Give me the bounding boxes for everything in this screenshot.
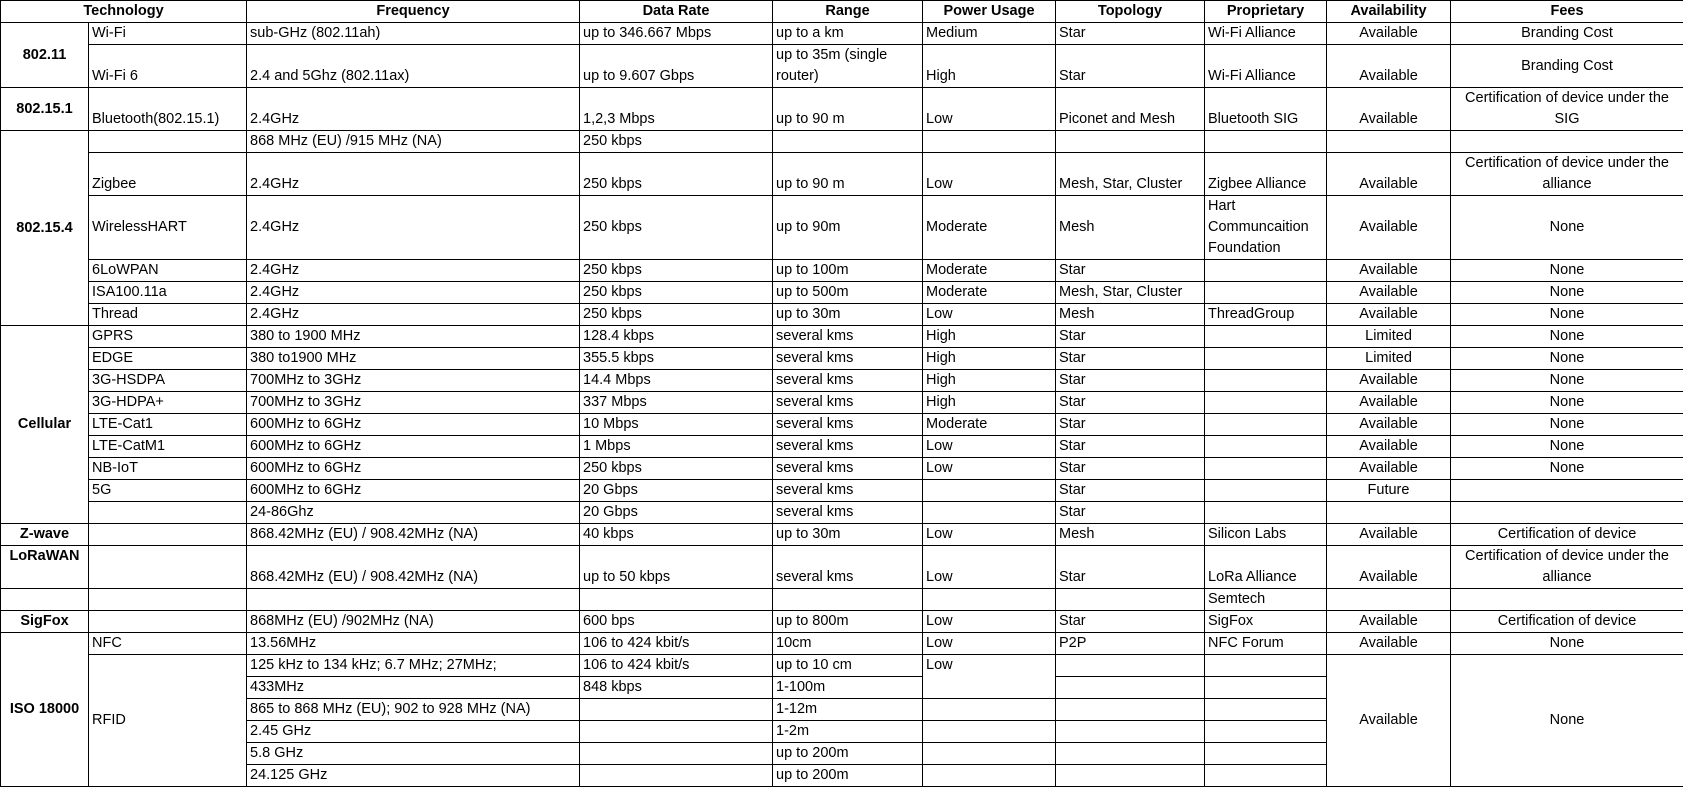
- fees-cell: [1451, 131, 1683, 153]
- table-row: [1, 524, 1683, 546]
- availability-cell: Limited: [1327, 348, 1451, 370]
- proprietary-cell: LoRa Alliance: [1205, 546, 1327, 589]
- data-rate-cell: 20 Gbps: [580, 480, 773, 502]
- availability-cell: [1327, 589, 1451, 611]
- range-cell: several kms: [773, 436, 923, 458]
- fees-cell: Certification of device: [1451, 524, 1683, 546]
- frequency-cell: 24.125 GHz: [247, 765, 580, 787]
- proprietary-cell: [1205, 743, 1327, 765]
- group-sigfox: SigFox: [1, 611, 89, 633]
- header-frequency: Frequency: [247, 1, 580, 23]
- data-rate-cell: 1 Mbps: [580, 436, 773, 458]
- technology-cell: [89, 589, 247, 611]
- data-rate-cell: 20 Gbps: [580, 502, 773, 524]
- data-rate-cell: 250 kbps: [580, 131, 773, 153]
- availability-cell: Future: [1327, 480, 1451, 502]
- frequency-cell: sub-GHz (802.11ah): [247, 23, 580, 45]
- fees-cell: [1451, 480, 1683, 502]
- group-802-15-4: 802.15.4: [1, 131, 89, 326]
- proprietary-cell: SigFox: [1205, 611, 1327, 633]
- technology-cell: NFC: [89, 633, 247, 655]
- frequency-cell: 2.4GHz: [247, 282, 580, 304]
- group-z-wave: Z-wave: [1, 524, 89, 546]
- topology-cell: [1056, 721, 1205, 743]
- frequency-cell: 868.42MHz (EU) / 908.42MHz (NA): [247, 524, 580, 546]
- fees-cell: Certification of device under the alliance: [1451, 546, 1683, 589]
- topology-cell: Star: [1056, 45, 1205, 88]
- technology-cell: 3G-HSDPA: [89, 370, 247, 392]
- technology-cell: [89, 611, 247, 633]
- topology-cell: Star: [1056, 414, 1205, 436]
- proprietary-cell: [1205, 436, 1327, 458]
- table-row: [1, 480, 1683, 502]
- data-rate-cell: [580, 743, 773, 765]
- frequency-cell: 2.4 and 5Ghz (802.11ax): [247, 45, 580, 88]
- data-rate-cell: 14.4 Mbps: [580, 370, 773, 392]
- proprietary-cell: Bluetooth SIG: [1205, 88, 1327, 131]
- power-cell: Moderate: [923, 196, 1056, 260]
- range-cell: [773, 589, 923, 611]
- frequency-cell: 2.4GHz: [247, 196, 580, 260]
- power-cell: [923, 743, 1056, 765]
- table-row: [1, 88, 1683, 131]
- data-rate-cell: 600 bps: [580, 611, 773, 633]
- table-row: [1, 392, 1683, 414]
- availability-cell: Available: [1327, 458, 1451, 480]
- fees-cell: None: [1451, 304, 1683, 326]
- technology-cell: [89, 546, 247, 589]
- data-rate-cell: up to 9.607 Gbps: [580, 45, 773, 88]
- table-row: [1, 436, 1683, 458]
- fees-cell: Branding Cost: [1451, 45, 1683, 88]
- fees-cell: [1451, 589, 1683, 611]
- power-cell: Low: [923, 633, 1056, 655]
- data-rate-cell: 106 to 424 kbit/s: [580, 633, 773, 655]
- table-row: [1, 260, 1683, 282]
- table-row: [1, 348, 1683, 370]
- topology-cell: Mesh, Star, Cluster: [1056, 153, 1205, 196]
- technology-cell: NB-IoT: [89, 458, 247, 480]
- availability-cell: Available: [1327, 88, 1451, 131]
- group-iso-18000: ISO 18000: [1, 633, 89, 787]
- proprietary-cell: Hart Communcaition Foundation: [1205, 196, 1327, 260]
- topology-cell: Star: [1056, 436, 1205, 458]
- data-rate-cell: 106 to 424 kbit/s: [580, 655, 773, 677]
- frequency-cell: 600MHz to 6GHz: [247, 458, 580, 480]
- topology-cell: Star: [1056, 502, 1205, 524]
- technology-cell: LTE-CatM1: [89, 436, 247, 458]
- fees-cell: None: [1451, 392, 1683, 414]
- range-cell: up to 800m: [773, 611, 923, 633]
- range-cell: up to 30m: [773, 304, 923, 326]
- power-cell: Low: [923, 611, 1056, 633]
- topology-cell: Star: [1056, 348, 1205, 370]
- data-rate-cell: 128.4 kbps: [580, 326, 773, 348]
- technology-cell: [89, 502, 247, 524]
- topology-cell: Star: [1056, 480, 1205, 502]
- power-cell: Low: [923, 153, 1056, 196]
- topology-cell: Star: [1056, 392, 1205, 414]
- topology-cell: Star: [1056, 611, 1205, 633]
- proprietary-cell: [1205, 721, 1327, 743]
- range-cell: up to 30m: [773, 524, 923, 546]
- table-row: [1, 326, 1683, 348]
- topology-cell: Star: [1056, 260, 1205, 282]
- technology-cell: 3G-HDPA+: [89, 392, 247, 414]
- availability-cell: Available: [1327, 45, 1451, 88]
- power-cell: [923, 699, 1056, 721]
- power-cell: Low: [923, 436, 1056, 458]
- power-cell: Low: [923, 655, 1056, 699]
- proprietary-cell: [1205, 502, 1327, 524]
- topology-cell: [1056, 131, 1205, 153]
- power-cell: Low: [923, 304, 1056, 326]
- proprietary-cell: [1205, 260, 1327, 282]
- proprietary-cell: [1205, 458, 1327, 480]
- header-range: Range: [773, 1, 923, 23]
- availability-cell: Available: [1327, 546, 1451, 589]
- technology-cell: GPRS: [89, 326, 247, 348]
- range-cell: up to 35m (single router): [773, 45, 923, 88]
- range-cell: up to 500m: [773, 282, 923, 304]
- fees-cell: None: [1451, 370, 1683, 392]
- technology-cell: LTE-Cat1: [89, 414, 247, 436]
- proprietary-cell: Zigbee Alliance: [1205, 153, 1327, 196]
- topology-cell: [1056, 743, 1205, 765]
- frequency-cell: 2.4GHz: [247, 304, 580, 326]
- frequency-cell: 380 to1900 MHz: [247, 348, 580, 370]
- fees-cell: None: [1451, 348, 1683, 370]
- proprietary-cell: Wi-Fi Alliance: [1205, 45, 1327, 88]
- frequency-cell: 700MHz to 3GHz: [247, 370, 580, 392]
- table-row: [1, 655, 1683, 677]
- header-power-usage: Power Usage: [923, 1, 1056, 23]
- technology-cell: [1, 589, 89, 611]
- frequency-cell: 24-86Ghz: [247, 502, 580, 524]
- proprietary-cell: [1205, 326, 1327, 348]
- data-rate-cell: [580, 765, 773, 787]
- topology-cell: Mesh: [1056, 196, 1205, 260]
- topology-cell: Star: [1056, 546, 1205, 589]
- availability-cell: Available: [1327, 414, 1451, 436]
- fees-cell: None: [1451, 260, 1683, 282]
- table-row: [1, 196, 1683, 260]
- power-cell: High: [923, 348, 1056, 370]
- power-cell: [923, 480, 1056, 502]
- technology-cell: Wi-Fi: [89, 23, 247, 45]
- frequency-cell: 700MHz to 3GHz: [247, 392, 580, 414]
- proprietary-cell: [1205, 699, 1327, 721]
- data-rate-cell: 355.5 kbps: [580, 348, 773, 370]
- table-row: [1, 546, 1683, 589]
- fees-cell: None: [1451, 436, 1683, 458]
- range-cell: [773, 131, 923, 153]
- range-cell: up to 90 m: [773, 153, 923, 196]
- frequency-cell: 2.4GHz: [247, 88, 580, 131]
- topology-cell: [1056, 699, 1205, 721]
- topology-cell: Mesh, Star, Cluster: [1056, 282, 1205, 304]
- data-rate-cell: [580, 699, 773, 721]
- fees-cell: Certification of device under the alliance: [1451, 153, 1683, 196]
- data-rate-cell: 848 kbps: [580, 677, 773, 699]
- range-cell: up to 10 cm: [773, 655, 923, 677]
- fees-cell: None: [1451, 633, 1683, 655]
- technology-cell: Zigbee: [89, 153, 247, 196]
- frequency-cell: 2.4GHz: [247, 153, 580, 196]
- range-cell: several kms: [773, 546, 923, 589]
- frequency-cell: 2.45 GHz: [247, 721, 580, 743]
- table-row: [1, 282, 1683, 304]
- proprietary-cell: [1205, 414, 1327, 436]
- power-cell: Low: [923, 88, 1056, 131]
- data-rate-cell: [580, 721, 773, 743]
- table-row: [1, 414, 1683, 436]
- availability-cell: Available: [1327, 370, 1451, 392]
- range-cell: several kms: [773, 458, 923, 480]
- power-cell: Medium: [923, 23, 1056, 45]
- topology-cell: [1056, 677, 1205, 699]
- group-cellular: Cellular: [1, 326, 89, 524]
- data-rate-cell: 250 kbps: [580, 282, 773, 304]
- power-cell: [923, 589, 1056, 611]
- availability-cell: [1327, 131, 1451, 153]
- technology-cell: [89, 131, 247, 153]
- fees-cell: None: [1451, 326, 1683, 348]
- technology-cell: Thread: [89, 304, 247, 326]
- proprietary-cell: [1205, 677, 1327, 699]
- range-cell: up to 90m: [773, 196, 923, 260]
- frequency-cell: 5.8 GHz: [247, 743, 580, 765]
- data-rate-cell: 1,2,3 Mbps: [580, 88, 773, 131]
- range-cell: several kms: [773, 480, 923, 502]
- data-rate-cell: 250 kbps: [580, 458, 773, 480]
- frequency-cell: 868.42MHz (EU) / 908.42MHz (NA): [247, 546, 580, 589]
- data-rate-cell: 250 kbps: [580, 196, 773, 260]
- table-row: [1, 23, 1683, 45]
- header-data-rate: Data Rate: [580, 1, 773, 23]
- proprietary-cell: [1205, 348, 1327, 370]
- availability-cell: Available: [1327, 282, 1451, 304]
- topology-cell: [1056, 655, 1205, 677]
- power-cell: High: [923, 326, 1056, 348]
- technology-cell: Bluetooth(802.15.1): [89, 88, 247, 131]
- frequency-cell: 868 MHz (EU) /915 MHz (NA): [247, 131, 580, 153]
- availability-cell: Limited: [1327, 326, 1451, 348]
- proprietary-cell: [1205, 655, 1327, 677]
- proprietary-cell: ThreadGroup: [1205, 304, 1327, 326]
- proprietary-cell: [1205, 282, 1327, 304]
- range-cell: 10cm: [773, 633, 923, 655]
- proprietary-cell: Semtech: [1205, 589, 1327, 611]
- header-proprietary: Proprietary: [1205, 1, 1327, 23]
- data-rate-cell: 250 kbps: [580, 153, 773, 196]
- technology-cell: [89, 524, 247, 546]
- header-fees: Fees: [1451, 1, 1683, 23]
- availability-cell: Available: [1327, 153, 1451, 196]
- fees-cell: None: [1451, 458, 1683, 480]
- range-cell: 1-2m: [773, 721, 923, 743]
- frequency-cell: 600MHz to 6GHz: [247, 480, 580, 502]
- data-rate-cell: 250 kbps: [580, 260, 773, 282]
- topology-cell: Piconet and Mesh: [1056, 88, 1205, 131]
- header-availability: Availability: [1327, 1, 1451, 23]
- proprietary-cell: [1205, 370, 1327, 392]
- data-rate-cell: 10 Mbps: [580, 414, 773, 436]
- technology-cell: EDGE: [89, 348, 247, 370]
- topology-cell: Star: [1056, 23, 1205, 45]
- frequency-cell: 13.56MHz: [247, 633, 580, 655]
- data-rate-cell: 250 kbps: [580, 304, 773, 326]
- table-row: [1, 589, 1683, 611]
- frequency-cell: 868MHz (EU) /902MHz (NA): [247, 611, 580, 633]
- power-cell: [923, 721, 1056, 743]
- power-cell: Moderate: [923, 414, 1056, 436]
- power-cell: [923, 765, 1056, 787]
- header-row: [1, 1, 1683, 23]
- frequency-cell: 865 to 868 MHz (EU); 902 to 928 MHz (NA): [247, 699, 580, 721]
- table-row: [1, 458, 1683, 480]
- power-cell: [923, 131, 1056, 153]
- power-cell: High: [923, 45, 1056, 88]
- range-cell: 1-100m: [773, 677, 923, 699]
- table-row: [1, 611, 1683, 633]
- range-cell: up to 90 m: [773, 88, 923, 131]
- data-rate-cell: up to 50 kbps: [580, 546, 773, 589]
- availability-cell: [1327, 502, 1451, 524]
- header-topology: Topology: [1056, 1, 1205, 23]
- power-cell: Low: [923, 458, 1056, 480]
- fees-cell: None: [1451, 196, 1683, 260]
- data-rate-cell: 40 kbps: [580, 524, 773, 546]
- technology-cell: RFID: [89, 655, 247, 787]
- topology-cell: P2P: [1056, 633, 1205, 655]
- frequency-cell: [247, 589, 580, 611]
- range-cell: several kms: [773, 392, 923, 414]
- group-lorawan: LoRaWAN: [1, 546, 89, 589]
- fees-cell: Branding Cost: [1451, 23, 1683, 45]
- power-cell: [923, 502, 1056, 524]
- proprietary-cell: [1205, 480, 1327, 502]
- topology-cell: Star: [1056, 458, 1205, 480]
- power-cell: Low: [923, 546, 1056, 589]
- range-cell: 1-12m: [773, 699, 923, 721]
- proprietary-cell: [1205, 392, 1327, 414]
- range-cell: up to 200m: [773, 765, 923, 787]
- header-technology: Technology: [1, 1, 247, 23]
- availability-cell: Available: [1327, 524, 1451, 546]
- availability-cell: Available: [1327, 655, 1451, 787]
- topology-cell: Star: [1056, 326, 1205, 348]
- topology-cell: [1056, 589, 1205, 611]
- table-row: [1, 502, 1683, 524]
- power-cell: High: [923, 392, 1056, 414]
- table-row: [1, 45, 1683, 88]
- range-cell: several kms: [773, 348, 923, 370]
- data-rate-cell: [580, 589, 773, 611]
- proprietary-cell: [1205, 131, 1327, 153]
- availability-cell: Available: [1327, 392, 1451, 414]
- proprietary-cell: [1205, 765, 1327, 787]
- availability-cell: Available: [1327, 633, 1451, 655]
- topology-cell: [1056, 765, 1205, 787]
- range-cell: up to 200m: [773, 743, 923, 765]
- table-row: [1, 370, 1683, 392]
- topology-cell: Mesh: [1056, 524, 1205, 546]
- range-cell: up to 100m: [773, 260, 923, 282]
- availability-cell: Available: [1327, 436, 1451, 458]
- availability-cell: Available: [1327, 23, 1451, 45]
- fees-cell: [1451, 502, 1683, 524]
- fees-cell: None: [1451, 282, 1683, 304]
- table-row: [1, 304, 1683, 326]
- availability-cell: Available: [1327, 260, 1451, 282]
- power-cell: High: [923, 370, 1056, 392]
- availability-cell: Available: [1327, 196, 1451, 260]
- power-cell: Moderate: [923, 260, 1056, 282]
- proprietary-cell: Silicon Labs: [1205, 524, 1327, 546]
- frequency-cell: 600MHz to 6GHz: [247, 436, 580, 458]
- proprietary-cell: Wi-Fi Alliance: [1205, 23, 1327, 45]
- group-802-11: 802.11: [1, 23, 89, 88]
- fees-cell: None: [1451, 414, 1683, 436]
- range-cell: several kms: [773, 326, 923, 348]
- group-802-15-1: 802.15.1: [1, 88, 89, 131]
- power-cell: Low: [923, 524, 1056, 546]
- range-cell: several kms: [773, 502, 923, 524]
- fees-cell: Certification of device: [1451, 611, 1683, 633]
- fees-cell: None: [1451, 655, 1683, 787]
- range-cell: several kms: [773, 370, 923, 392]
- technology-cell: Wi-Fi 6: [89, 45, 247, 88]
- topology-cell: Star: [1056, 370, 1205, 392]
- data-rate-cell: 337 Mbps: [580, 392, 773, 414]
- availability-cell: Available: [1327, 304, 1451, 326]
- topology-cell: Mesh: [1056, 304, 1205, 326]
- table-row: [1, 633, 1683, 655]
- frequency-cell: 433MHz: [247, 677, 580, 699]
- frequency-cell: 125 kHz to 134 kHz; 6.7 MHz; 27MHz;: [247, 655, 580, 677]
- proprietary-cell: NFC Forum: [1205, 633, 1327, 655]
- technology-cell: ISA100.11a: [89, 282, 247, 304]
- power-cell: Moderate: [923, 282, 1056, 304]
- table-row: [1, 131, 1683, 153]
- availability-cell: Available: [1327, 611, 1451, 633]
- range-cell: several kms: [773, 414, 923, 436]
- data-rate-cell: up to 346.667 Mbps: [580, 23, 773, 45]
- technology-cell: 5G: [89, 480, 247, 502]
- technology-cell: 6LoWPAN: [89, 260, 247, 282]
- frequency-cell: 600MHz to 6GHz: [247, 414, 580, 436]
- technology-cell: WirelessHART: [89, 196, 247, 260]
- table-row: [1, 153, 1683, 196]
- frequency-cell: 380 to 1900 MHz: [247, 326, 580, 348]
- range-cell: up to a km: [773, 23, 923, 45]
- frequency-cell: 2.4GHz: [247, 260, 580, 282]
- fees-cell: Certification of device under the SIG: [1451, 88, 1683, 131]
